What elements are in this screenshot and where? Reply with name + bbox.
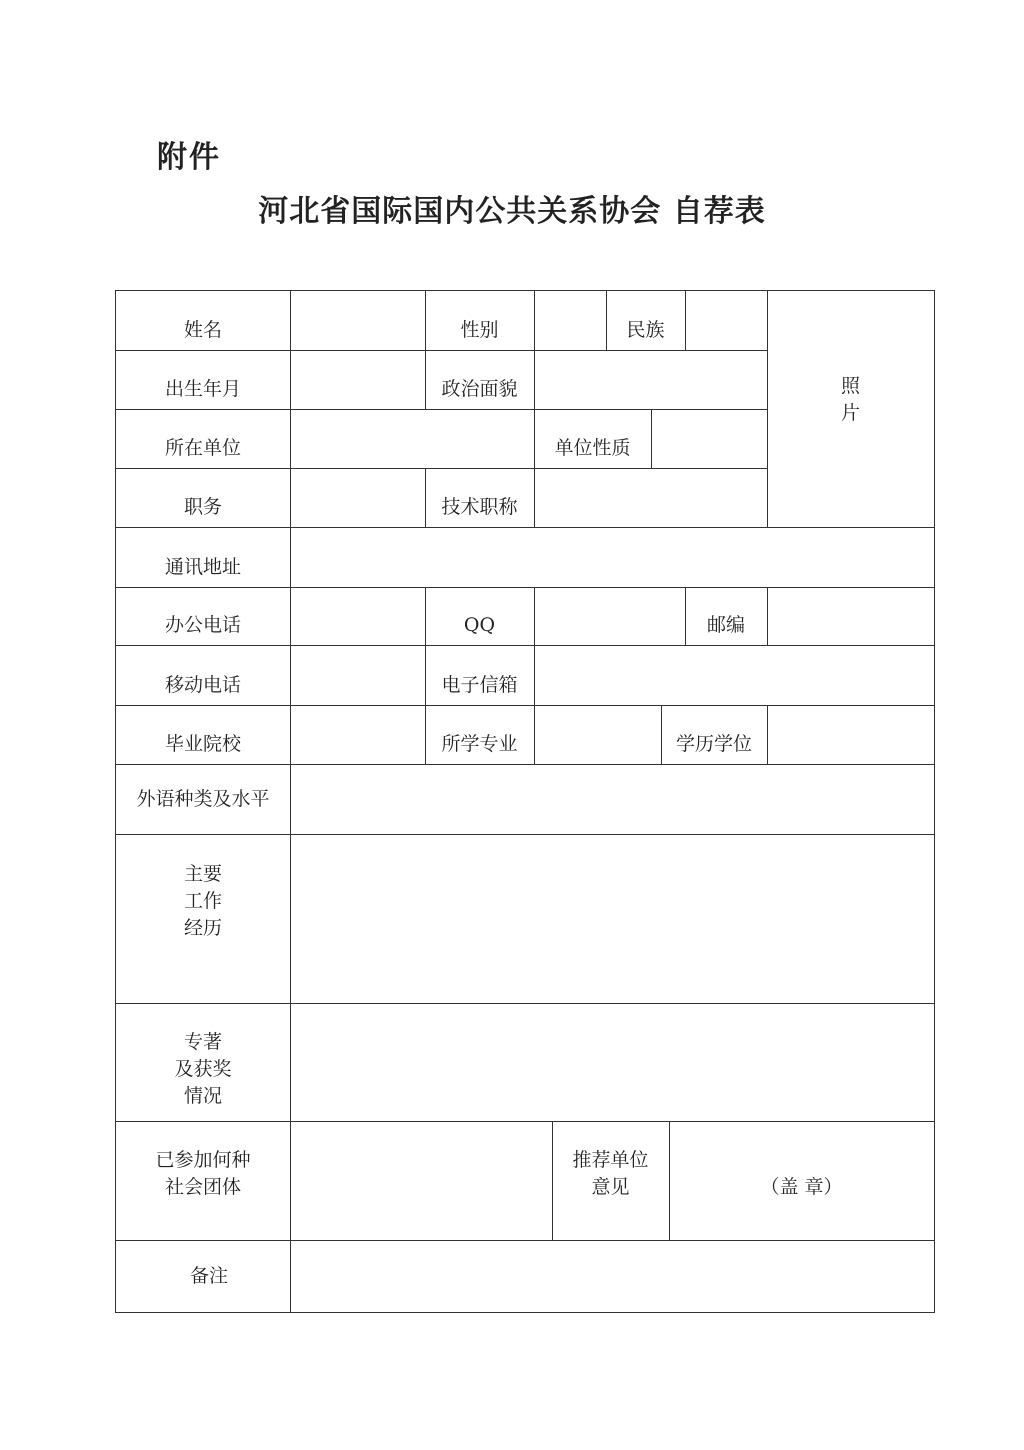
social-groups-field[interactable]	[290, 1121, 552, 1240]
gender-field[interactable]	[534, 291, 606, 350]
photo-box[interactable]	[767, 291, 934, 527]
recommendation-field[interactable]	[669, 1121, 934, 1240]
self-recommendation-form	[115, 290, 935, 1313]
ethnicity-field[interactable]	[685, 291, 767, 350]
photo-label: 照 片	[840, 375, 860, 424]
employer-type-field[interactable]	[651, 409, 767, 468]
social-groups-label: 已参加何种 社会团体	[155, 1149, 251, 1198]
awards-field[interactable]	[290, 1003, 934, 1121]
work-history-field[interactable]	[290, 834, 934, 1003]
major-field[interactable]	[534, 705, 661, 764]
remarks-field[interactable]	[290, 1240, 934, 1312]
address-field[interactable]	[290, 527, 934, 587]
birth-date-label: 出生年月	[164, 378, 241, 400]
office-phone-label: 办公电话	[164, 614, 241, 636]
name-label: 姓名	[183, 319, 222, 341]
employer-label: 所在单位	[164, 437, 241, 459]
school-field[interactable]	[290, 705, 425, 764]
work-history-label: 主要 工作 经历	[183, 863, 222, 939]
attachment-label: 附件	[157, 140, 221, 175]
awards-label: 专著 及获奖 情况	[174, 1031, 232, 1107]
employer-type-label: 单位性质	[554, 437, 631, 459]
seal-label: （盖 章）	[760, 1176, 843, 1198]
tech-title-field[interactable]	[534, 468, 767, 527]
major-label: 所学专业	[441, 733, 518, 755]
address-label: 通讯地址	[164, 556, 241, 578]
remarks-label: 备注	[189, 1264, 228, 1287]
email-field[interactable]	[534, 645, 934, 705]
page-title: 河北省国际国内公共关系协会 自荐表	[258, 194, 766, 229]
tech-title-label: 技术职称	[441, 496, 518, 518]
recommendation-label: 推荐单位 意见	[572, 1149, 649, 1198]
school-label: 毕业院校	[164, 733, 241, 755]
email-label: 电子信箱	[441, 674, 518, 696]
degree-field[interactable]	[767, 705, 934, 764]
name-field[interactable]	[290, 291, 425, 350]
position-field[interactable]	[290, 468, 425, 527]
gender-label: 性别	[460, 319, 499, 341]
political-status-field[interactable]	[534, 350, 767, 409]
qq-field[interactable]	[534, 587, 685, 645]
employer-field[interactable]	[290, 409, 534, 468]
language-label: 外语种类及水平	[136, 787, 270, 810]
degree-label: 学历学位	[675, 733, 752, 755]
ethnicity-label: 民族	[626, 319, 665, 341]
birth-date-field[interactable]	[290, 350, 425, 409]
postcode-field[interactable]	[767, 587, 934, 645]
postcode-label: 邮编	[706, 614, 745, 636]
mobile-field[interactable]	[290, 645, 425, 705]
position-label: 职务	[183, 496, 222, 518]
mobile-label: 移动电话	[164, 674, 241, 696]
qq-label: QQ	[463, 614, 496, 636]
political-status-label: 政治面貌	[441, 378, 518, 400]
language-field[interactable]	[290, 764, 934, 834]
office-phone-field[interactable]	[290, 587, 425, 645]
